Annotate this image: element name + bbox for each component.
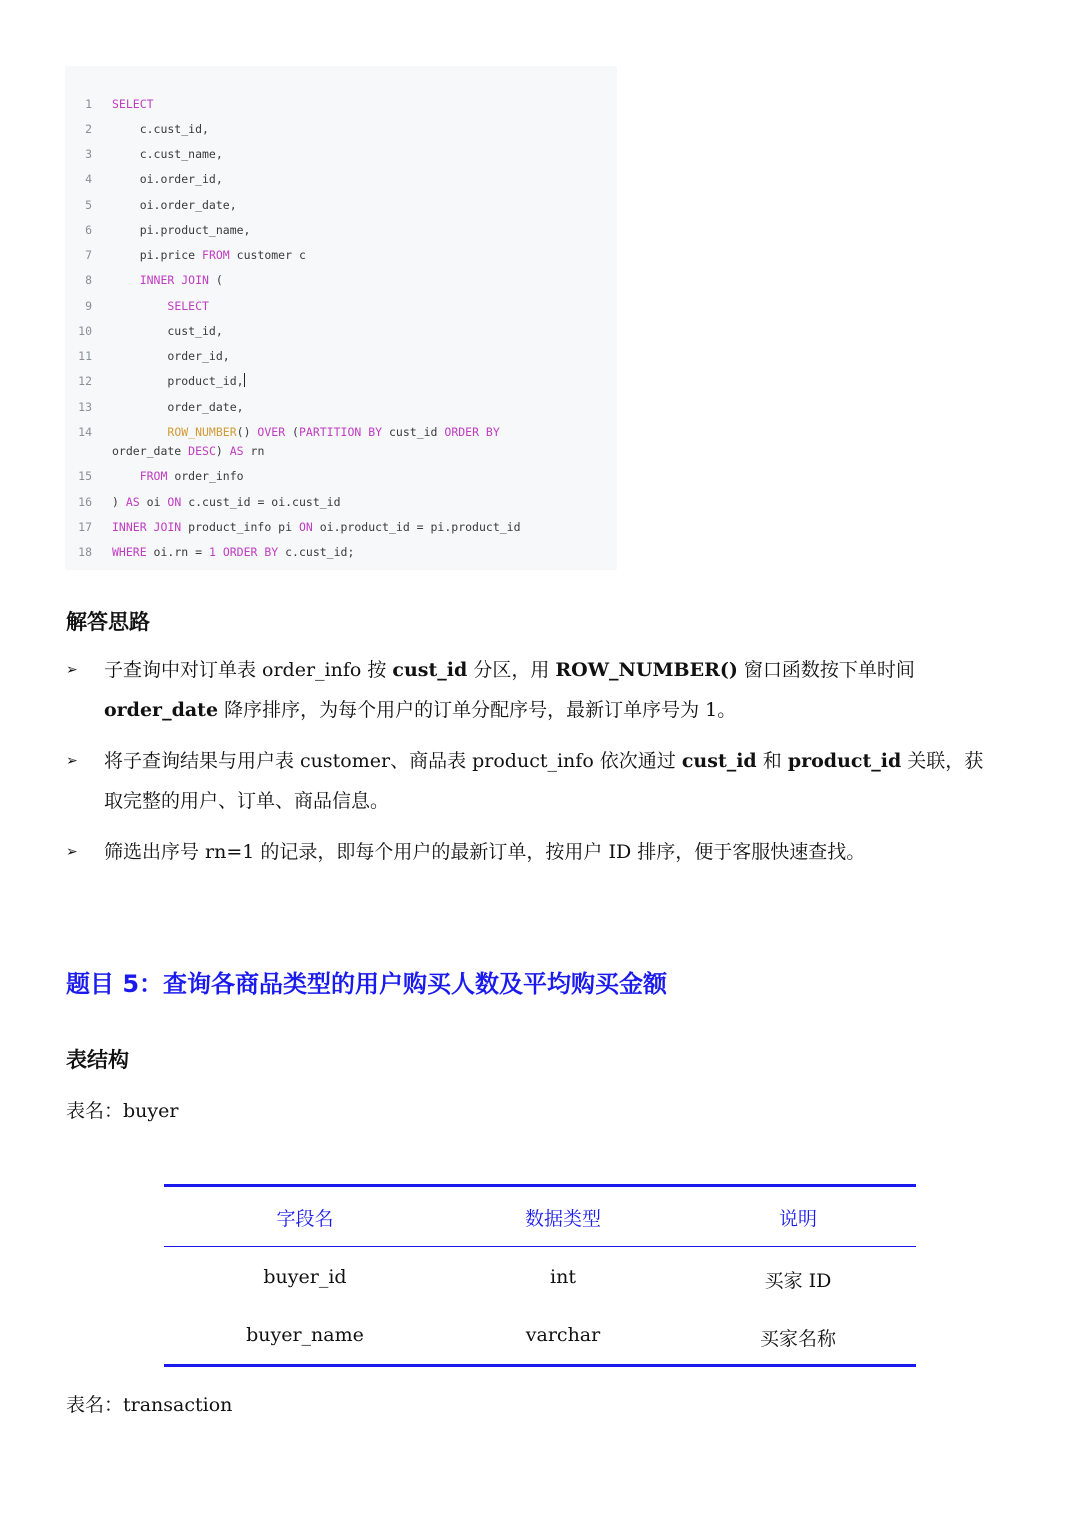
code-token: cust_id — [382, 425, 445, 439]
table2-label: 表名：transaction — [66, 1394, 233, 1416]
answer-heading: 解答思路 — [66, 610, 150, 634]
table-bottom-rule — [164, 1364, 916, 1367]
sql-keyword: SELECT — [112, 97, 154, 111]
bullet-3-text: 筛选出序号 rn=1 的记录，即每个用户的最新订单，按用户 ID 排序，便于客服快速查找。 — [104, 841, 866, 863]
line-number: 14 — [78, 425, 92, 439]
sql-keyword: FROM — [202, 248, 230, 262]
code-token: oi.order_id, — [112, 172, 223, 186]
bullet-1-bold-cust-id: cust_id — [392, 659, 468, 681]
table1-label: 表名：buyer — [66, 1100, 179, 1122]
arrow-icon: ➢ — [66, 844, 78, 860]
text-cursor — [244, 373, 245, 387]
code-token: c.cust_id; — [278, 545, 355, 559]
code-text — [112, 271, 223, 290]
structure-heading: 表结构 — [66, 1048, 129, 1072]
line-number: 5 — [85, 198, 92, 212]
sql-keyword: INNER JOIN — [112, 520, 182, 534]
code-token — [112, 469, 140, 483]
sql-keyword: ON — [167, 495, 182, 509]
code-token: product_info pi — [181, 520, 299, 534]
sql-keyword: ON — [298, 520, 313, 534]
code-text — [112, 398, 244, 417]
line-number: 10 — [78, 324, 92, 338]
question-title: 题目 5：查询各商品类型的用户购买人数及平均购买金额 — [66, 970, 668, 998]
code-token: ) — [215, 444, 230, 458]
table-cell: int — [550, 1266, 576, 1288]
line-number: 1 — [85, 97, 92, 111]
bullet-1-bold-row-number: ROW_NUMBER() — [555, 659, 738, 681]
table-top-rule — [164, 1184, 916, 1187]
line-number: 15 — [78, 469, 92, 483]
code-text — [112, 423, 500, 461]
sql-keyword: AS — [125, 495, 140, 509]
line-number: 3 — [85, 147, 92, 161]
bullet-2-text-a: 将子查询结果与用户表 customer、商品表 product_info 依次通过 — [104, 750, 682, 772]
code-token — [112, 425, 167, 439]
bullet-1-text-e: 窗口函数按下单时间 — [737, 659, 915, 681]
line-number: 13 — [78, 400, 92, 414]
code-text — [112, 95, 154, 114]
table-header-desc: 说明 — [778, 1208, 817, 1230]
table-header-field: 字段名 — [276, 1208, 334, 1230]
bullet-2-text-f: 取完整的用户、订单、商品信息。 — [104, 790, 390, 812]
line-number: 2 — [85, 122, 92, 136]
sql-keyword: FROM — [139, 469, 168, 483]
bullet-1-text-a: 子查询中对订单表 order_info 按 — [104, 659, 393, 681]
code-token: order_id, — [112, 349, 230, 363]
sql-keyword: DESC — [188, 444, 216, 458]
code-token: order_date, — [112, 400, 244, 414]
line-number: 6 — [85, 223, 92, 237]
bullet-2-text-e: 关联，获 — [901, 750, 984, 772]
code-token: () — [236, 425, 258, 439]
sql-keyword: SELECT — [167, 299, 209, 313]
code-text — [112, 170, 223, 189]
table-header-rule — [164, 1246, 916, 1247]
code-token: cust_id, — [112, 324, 223, 338]
line-number: 8 — [85, 273, 92, 287]
code-token: pi.price — [112, 248, 203, 262]
bullet-2-text-c: 和 — [756, 750, 788, 772]
bullet-1-text-g: 降序排序，为每个用户的订单分配序号，最新订单序号为 1。 — [218, 699, 737, 721]
code-token: oi — [139, 495, 168, 509]
code-token: c.cust_name, — [112, 147, 223, 161]
arrow-icon: ➢ — [66, 662, 78, 678]
sql-keyword: ORDER BY — [222, 545, 279, 559]
code-token: ) — [112, 495, 126, 509]
code-text — [112, 246, 306, 265]
bullet-2-bold-product-id: product_id — [787, 750, 902, 772]
table-cell: 买家名称 — [759, 1328, 836, 1350]
code-text — [112, 518, 521, 537]
sql-keyword: OVER — [257, 425, 286, 439]
sql-keyword: WHERE — [112, 545, 147, 559]
bullet-2-bold-cust-id: cust_id — [681, 750, 757, 772]
code-text — [112, 543, 354, 562]
sql-number: 1 — [208, 545, 216, 559]
code-token — [216, 545, 223, 559]
line-number: 18 — [78, 545, 92, 559]
code-text — [112, 467, 244, 486]
line-number: 12 — [78, 374, 92, 388]
code-token: customer c — [229, 248, 306, 262]
sql-keyword: PARTITION BY — [298, 425, 383, 439]
code-token: oi.rn = — [146, 545, 209, 559]
table-cell: 买家 ID — [764, 1270, 832, 1292]
sql-function: ROW_NUMBER — [167, 425, 237, 439]
line-number: 7 — [85, 248, 92, 262]
line-number: 9 — [85, 299, 92, 313]
sql-keyword: INNER JOIN — [139, 273, 209, 287]
table-cell: buyer_name — [246, 1324, 364, 1346]
bullet-1-text-c: 分区，用 — [467, 659, 556, 681]
table-header-type: 数据类型 — [524, 1208, 601, 1230]
code-token: order_info — [167, 469, 244, 483]
code-block — [65, 66, 617, 570]
code-text — [112, 196, 237, 215]
code-token: oi.order_date, — [112, 198, 237, 212]
sql-keyword: ORDER BY — [444, 425, 500, 439]
code-token — [112, 299, 167, 313]
code-text — [112, 120, 209, 139]
line-number: 17 — [78, 520, 92, 534]
code-token — [112, 273, 140, 287]
code-token: oi.product_id = pi.product_id — [312, 520, 521, 534]
code-text — [112, 493, 341, 512]
code-text — [112, 322, 223, 341]
bullet-1-bold-order-date: order_date — [104, 699, 219, 721]
code-token: ( — [208, 273, 223, 287]
code-token: c.cust_id, — [112, 122, 209, 136]
arrow-icon: ➢ — [66, 753, 78, 769]
code-token: pi.product_name, — [112, 223, 251, 237]
buyer-table — [164, 1184, 916, 1368]
code-token: rn — [243, 444, 265, 458]
code-text — [112, 347, 230, 366]
code-token: order_date — [112, 444, 189, 458]
code-text — [112, 372, 245, 391]
code-token: c.cust_id = oi.cust_id — [181, 495, 341, 509]
line-number: 4 — [85, 172, 92, 186]
sql-keyword: AS — [229, 444, 244, 458]
code-text — [112, 221, 250, 240]
code-text — [112, 145, 223, 164]
line-number: 11 — [78, 349, 92, 363]
code-token: product_id, — [112, 374, 244, 388]
table-cell: buyer_id — [263, 1266, 347, 1288]
table-cell: varchar — [525, 1324, 601, 1346]
code-text — [112, 297, 209, 316]
line-number: 16 — [78, 495, 92, 509]
code-token: ( — [285, 425, 299, 439]
